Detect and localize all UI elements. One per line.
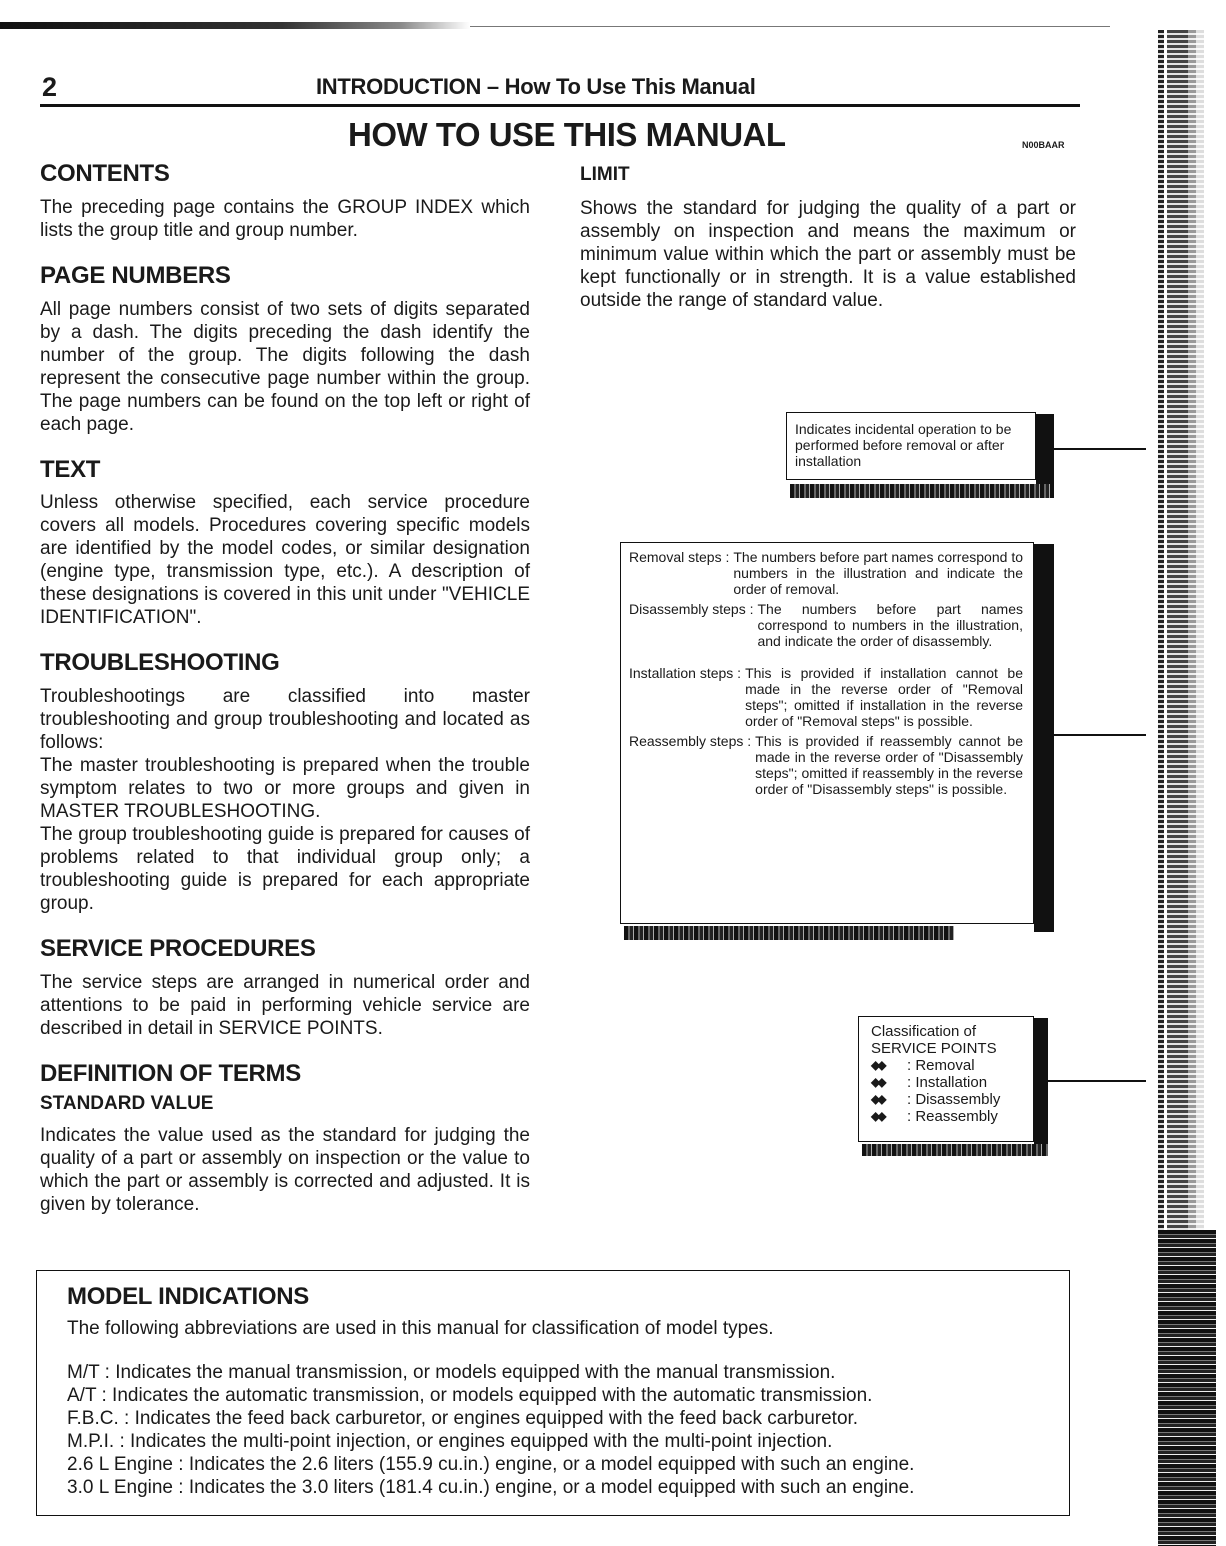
callout-shadow: [790, 484, 1054, 498]
callout-shadow: [624, 926, 954, 940]
installation-arrows-icon: ◆◆: [871, 1075, 884, 1089]
service-point-item: [871, 1057, 1033, 1074]
service-point-label: : Disassembly: [907, 1091, 1001, 1108]
callout-shadow: [862, 1144, 1048, 1156]
step-text: This is provided if installation cannot be made in the reverse order of "Removal steps"; omitted if installation in the reverse order of "Removal steps" is possible.: [745, 665, 1023, 729]
page-number: 2: [42, 72, 58, 102]
service-points-title: Classification of: [871, 1023, 977, 1040]
section-text: The following abbreviations are used in this manual for classification of model types.: [67, 1318, 774, 1339]
section-troubleshooting: [40, 649, 530, 915]
subsection-heading: STANDARD VALUE: [40, 1092, 214, 1114]
section-definition-of-terms: [40, 1060, 530, 1216]
removal-arrows-icon: ◆◆: [871, 1058, 884, 1072]
section-heading: LIMIT: [580, 164, 630, 185]
section-contents: [40, 160, 530, 242]
section-heading: TROUBLESHOOTING: [40, 649, 280, 677]
section-text: Troubleshootings are classified into master troubleshooting and group troubleshooting and located as follows:: [40, 686, 530, 754]
section-text: The preceding page contains the GROUP INDEX which lists the group title and group number.: [40, 196, 530, 241]
callout-text: Indicates incidental operation to be performed before removal or after installation: [795, 421, 1012, 469]
scan-artifact-line: [470, 26, 1110, 27]
section-text: Indicates the value used as the standard for judging the quality of a part or assembly on inspection or the value to which the part or assembly is corrected and adjusted. It is given by tolerance.: [40, 1124, 530, 1215]
document-code: N00BAAR: [1022, 140, 1065, 150]
service-point-item: [871, 1108, 1033, 1125]
step-item: [629, 733, 1023, 797]
left-column: [40, 160, 530, 1236]
section-text: Unless otherwise specified, each service procedure covers all models. Procedures covering specific models are identified by the model codes, or similar designation (engine type, transmission type, etc.). A description of these designations is covered in this unit under "VEHICLE IDENTIFICATION".: [40, 492, 530, 629]
leader-line: [1054, 734, 1146, 736]
service-point-label: : Removal: [907, 1057, 975, 1074]
section-heading: MODEL INDICATIONS: [67, 1283, 310, 1310]
service-points-title: SERVICE POINTS: [871, 1040, 997, 1057]
abbreviation-item: M/T : Indicates the manual transmission, or models equipped with the manual transmission.: [67, 1362, 836, 1383]
step-label: Installation steps :: [629, 665, 742, 681]
steps-list: [621, 543, 1033, 797]
scan-edge-artifact: [1158, 1230, 1216, 1546]
abbreviation-item: 3.0 L Engine : Indicates the 3.0 liters (181.4 cu.in.) engine, or a model equipped with such an engine.: [67, 1477, 915, 1498]
step-item: [629, 549, 1023, 597]
abbreviation-item: F.B.C. : Indicates the feed back carburetor, or engines equipped with the feed back carburetor.: [67, 1408, 859, 1429]
abbreviation-item: A/T : Indicates the automatic transmission, or models equipped with the automatic transmission.: [67, 1385, 873, 1406]
callout-steps: [620, 542, 1034, 924]
step-label: Reassembly steps :: [629, 733, 752, 749]
step-text: This is provided if reassembly cannot be made in the reverse order of "Disassembly steps"; omitted if reassembly in the reverse order of "Disassembly steps" is possible.: [755, 733, 1023, 797]
right-column: [580, 160, 1076, 312]
callout-service-points: [858, 1016, 1034, 1142]
service-point-label: : Installation: [907, 1074, 988, 1091]
section-text: [40, 456, 530, 630]
section-heading: DEFINITION OF TERMS: [40, 1059, 301, 1087]
step-text: The numbers before part names correspond to numbers in the illustration and indicate the order of removal.: [733, 549, 1023, 597]
callout-incidental-operation: [786, 412, 1036, 480]
section-page-numbers: [40, 262, 530, 436]
disassembly-arrows-icon: ◆◆: [871, 1092, 884, 1106]
service-point-item: [871, 1091, 1033, 1108]
step-item: [629, 601, 1023, 649]
leader-line: [1048, 1080, 1146, 1082]
abbreviation-item: 2.6 L Engine : Indicates the 2.6 liters (155.9 cu.in.) engine, or a model equipped with such an engine.: [67, 1454, 915, 1475]
section-text: The master troubleshooting is prepared when the trouble symptom relates to two or more groups and given in MASTER TROUBLESHOOTING.: [40, 755, 530, 823]
scan-artifact-top: [0, 22, 470, 29]
callout-shadow: [1034, 544, 1054, 932]
callout-shadow: [1034, 1018, 1048, 1148]
header-rule: [40, 104, 1080, 107]
section-text: Shows the standard for judging the quality of a part or assembly on inspection and means the maximum or minimum value within which the part or assembly must be kept functionally or in strength. It is a value established outside the range of standard value.: [580, 197, 1076, 311]
header-title: INTRODUCTION – How To Use This Manual: [316, 74, 756, 99]
service-point-label: : Reassembly: [907, 1108, 998, 1125]
section-heading: SERVICE PROCEDURES: [40, 935, 316, 963]
section-heading: PAGE NUMBERS: [40, 261, 231, 289]
leader-line: [1054, 448, 1146, 450]
service-points-list: [859, 1017, 1033, 1125]
section-heading: TEXT: [40, 455, 101, 483]
step-label: Removal steps :: [629, 549, 730, 565]
section-text: All page numbers consist of two sets of digits separated by a dash. The digits preceding the dash identify the number of the group. The digits following the dash represent the consecutive page number within the group. The page numbers can be found on the top left or right of each page.: [40, 298, 530, 435]
abbreviation-item: M.P.I. : Indicates the multi-point injection, or engines equipped with the multi-point injection.: [67, 1431, 833, 1452]
model-indications-box: [36, 1270, 1070, 1516]
section-text: The group troubleshooting guide is prepared for causes of problems related to that individual group only; a troubleshooting guide is prepared for each appropriate group.: [40, 824, 530, 915]
step-item: [629, 665, 1023, 729]
section-service-procedures: [40, 935, 530, 1040]
callout-shadow: [1036, 414, 1054, 486]
section-text: The service steps are arranged in numerical order and attentions to be paid in performing vehicle service are described in detail in SERVICE POINTS.: [40, 971, 530, 1039]
abbreviation-list: [67, 1361, 1057, 1499]
reassembly-arrows-icon: ◆◆: [871, 1109, 884, 1123]
service-point-item: [871, 1074, 1033, 1091]
step-label: Disassembly steps :: [629, 601, 754, 617]
section-heading: CONTENTS: [40, 160, 170, 187]
step-text: The numbers before part names correspond to numbers in the illustration, and indicate the order of disassembly.: [757, 601, 1023, 649]
page-title: HOW TO USE THIS MANUAL: [348, 116, 786, 153]
